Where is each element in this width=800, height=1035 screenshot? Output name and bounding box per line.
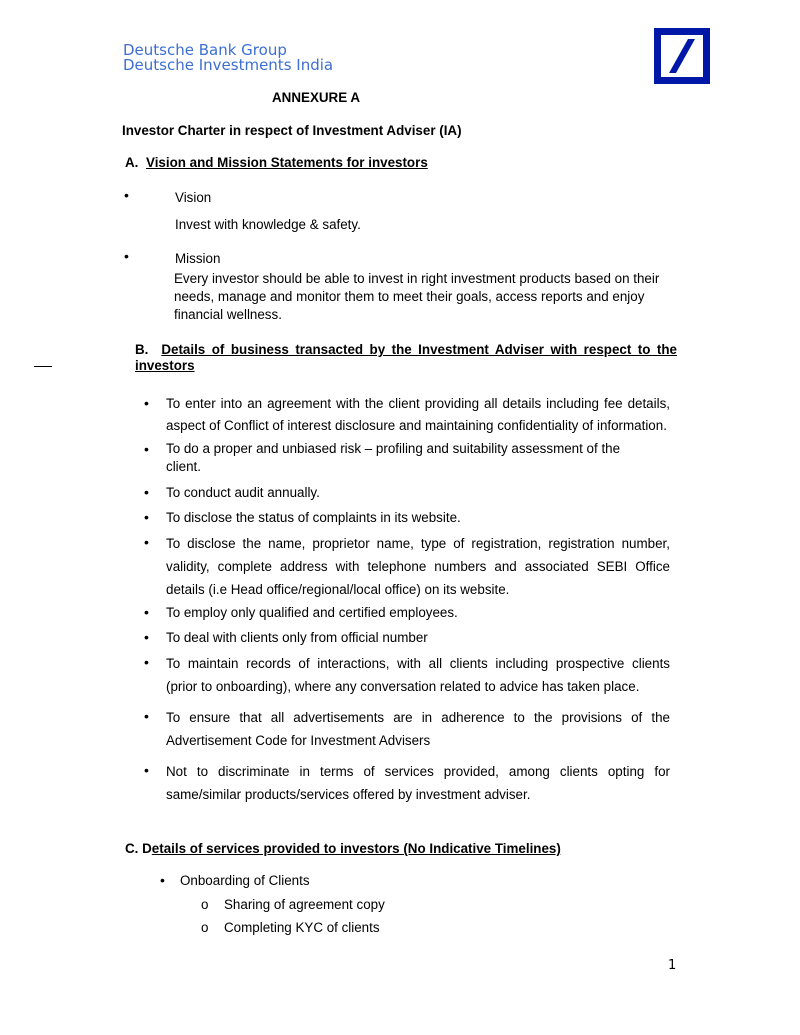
brand-subsidiary-name: Deutsche Investments India xyxy=(123,56,334,74)
list-item-line: client. xyxy=(166,459,201,474)
mission-text xyxy=(174,270,664,324)
list-item-line: aspect of Conflict of interest disclosure and maintaining confidentiality of information. xyxy=(166,418,667,433)
section-b-heading-line1: Details of business transacted by the Investment Adviser with respect to the xyxy=(161,342,677,357)
list-item xyxy=(166,706,670,752)
bullet: • xyxy=(144,484,149,500)
list-item xyxy=(166,393,670,437)
bullet: • xyxy=(124,248,129,264)
list-item-line: Not to discriminate in terms of services provided, among clients opting for xyxy=(166,764,670,779)
bullet: • xyxy=(144,604,149,620)
bullet: • xyxy=(144,708,149,724)
list-item: To deal with clients only from official number xyxy=(166,630,428,645)
sub-bullet: o xyxy=(201,920,209,935)
bullet: • xyxy=(144,395,149,411)
bullet: • xyxy=(124,187,129,203)
list-item-line: same/similar products/services offered by investment adviser. xyxy=(166,787,531,802)
vision-label: Vision xyxy=(175,190,212,205)
list-item-line: To ensure that all advertisements are in adherence to the provisions of the xyxy=(166,710,670,725)
list-item-line: To enter into an agreement with the client providing all details including fee details, xyxy=(166,396,670,411)
list-item xyxy=(166,760,670,806)
mission-line: Every investor should be able to invest in right investment products based on their xyxy=(174,271,660,286)
vision-text: Invest with knowledge & safety. xyxy=(175,217,361,232)
section-c-heading-text: etails of services provided to investors (No Indicative Timelines) xyxy=(151,841,561,856)
bullet: • xyxy=(144,762,149,778)
bullet: • xyxy=(144,509,149,525)
bullet: • xyxy=(144,654,149,670)
bullet: • xyxy=(144,629,149,645)
list-item-line: To disclose the name, proprietor name, type of registration, registration number, xyxy=(166,536,670,551)
logo-slash-icon xyxy=(661,35,703,77)
list-item xyxy=(166,532,670,601)
section-b-heading xyxy=(135,342,677,374)
section-c-heading xyxy=(125,838,561,860)
section-c-prefix: C. D xyxy=(125,841,152,856)
document-subtitle: Investor Charter in respect of Investment Adviser (IA) xyxy=(122,123,462,138)
section-a-heading: Vision and Mission Statements for investors xyxy=(146,155,428,170)
list-item-line: (prior to onboarding), where any conversation related to advice has taken place. xyxy=(166,679,640,694)
brand-group-name: Deutsche Bank Group xyxy=(123,41,287,59)
deutsche-bank-logo xyxy=(654,28,710,84)
list-item-line: validity, complete address with telephone numbers and associated SEBI Office xyxy=(166,559,670,574)
page-number: 1 xyxy=(668,958,677,973)
sub-list-item: Sharing of agreement copy xyxy=(224,897,385,912)
bullet: • xyxy=(160,872,165,888)
list-item: To disclose the status of complaints in its website. xyxy=(166,510,461,525)
section-a-prefix: A. xyxy=(125,155,139,170)
list-item-line: details (i.e Head office/regional/local office) on its website. xyxy=(166,582,510,597)
list-item: To conduct audit annually. xyxy=(166,485,320,500)
list-item: Onboarding of Clients xyxy=(180,873,310,888)
bullet: • xyxy=(144,441,149,457)
sub-list-item: Completing KYC of clients xyxy=(224,920,380,935)
list-item-line: Advertisement Code for Investment Advisers xyxy=(166,733,431,748)
section-b-heading-line2: investors xyxy=(135,358,195,373)
list-item: To employ only qualified and certified employees. xyxy=(166,605,458,620)
bullet: • xyxy=(144,534,149,550)
document-title: ANNEXURE A xyxy=(272,90,361,105)
sub-bullet: o xyxy=(201,897,209,912)
section-b-prefix: B. xyxy=(135,342,149,357)
margin-mark xyxy=(34,366,52,367)
mission-line: financial wellness. xyxy=(174,307,282,322)
mission-label: Mission xyxy=(175,251,221,266)
list-item xyxy=(166,440,670,476)
list-item-line: To maintain records of interactions, with all clients including prospective clients xyxy=(166,656,670,671)
list-item xyxy=(166,652,670,698)
mission-line: needs, manage and monitor them to meet their goals, access reports and enjoy xyxy=(174,289,645,304)
list-item-line: To do a proper and unbiased risk – profiling and suitability assessment of the xyxy=(166,441,621,456)
